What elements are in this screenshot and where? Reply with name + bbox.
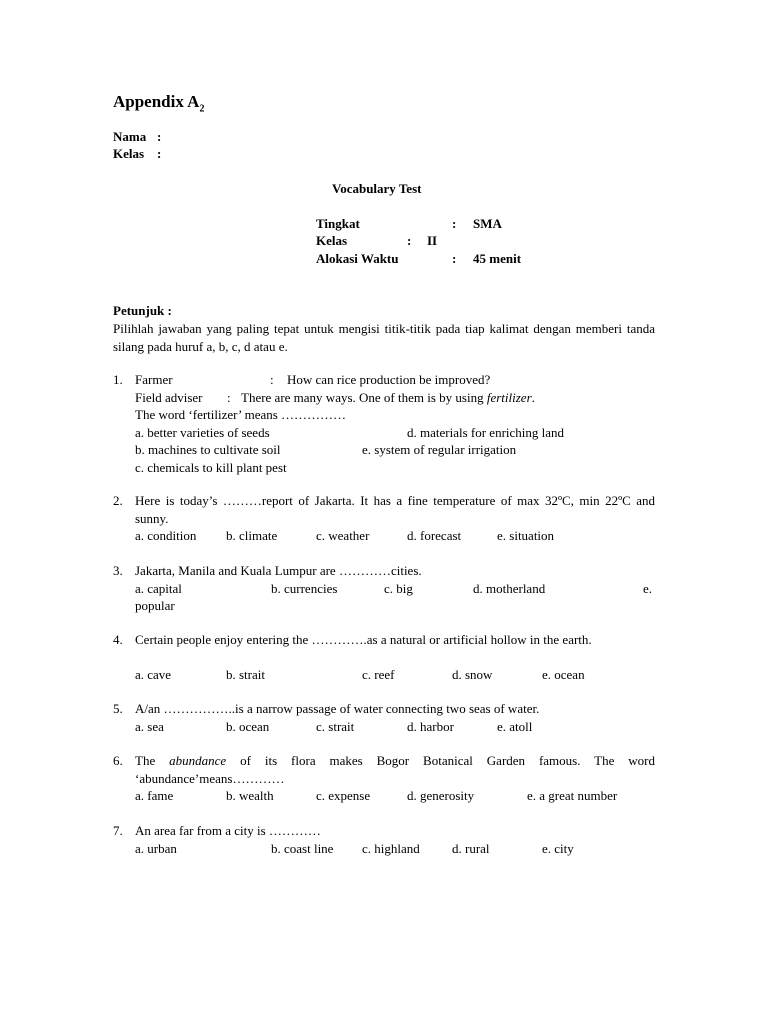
option-d[interactable]: d. motherland	[473, 580, 546, 596]
q1-colon-1: :	[270, 372, 274, 387]
question-number: 5.	[113, 701, 123, 716]
question-number: 1.	[113, 372, 123, 387]
option-e[interactable]: e. ocean	[542, 667, 585, 682]
option-e[interactable]: e. a great number	[527, 788, 618, 803]
option-e[interactable]: e. situation	[497, 528, 555, 543]
option-a[interactable]: a. fame	[135, 788, 174, 803]
option-c[interactable]: c. highland	[362, 840, 420, 856]
option-a[interactable]: a. cave	[135, 667, 172, 682]
option-c[interactable]: c. strait	[316, 718, 355, 734]
question-number: 3.	[113, 563, 123, 578]
q1-italic-word: fertilizer	[486, 389, 532, 405]
q1-speaker-adviser: Field adviser	[135, 389, 203, 405]
option-b[interactable]: b. wealth	[226, 788, 274, 803]
info-kelas-value: II	[427, 233, 438, 248]
option-a[interactable]: a. sea	[135, 718, 164, 734]
q1-adviser-line	[241, 389, 535, 407]
q6-text-post: of its flora makes Bogor Botanical Garden famous. The word ‘abundance’means…………	[135, 753, 655, 786]
option-b[interactable]: b. coast line	[271, 840, 334, 856]
instructions-heading: Petunjuk :	[113, 303, 172, 318]
title-subscript: 2	[199, 103, 205, 115]
question-number: 2.	[113, 493, 123, 508]
option-b[interactable]: b. strait	[226, 667, 265, 682]
option-c[interactable]: c. expense	[316, 788, 371, 803]
option-d[interactable]: d. harbor	[407, 718, 454, 734]
nama-colon: :	[157, 129, 162, 144]
option-d[interactable]: d. snow	[452, 667, 493, 682]
option-b[interactable]: b. climate	[226, 528, 278, 543]
option-d[interactable]: d. forecast	[407, 528, 462, 543]
waktu-value: 45 menit	[473, 251, 522, 266]
question-text: Certain people enjoy entering the ………….as a natural or artificial hollow in the earth.	[135, 632, 592, 647]
nama-label: Nama	[113, 129, 147, 144]
question-number: 6.	[113, 753, 123, 768]
option-e[interactable]: e. city	[542, 840, 574, 856]
info-kelas-label: Kelas	[316, 233, 348, 248]
title-text: Appendix A	[113, 92, 200, 111]
test-title: Vocabulary Test	[332, 181, 422, 196]
question-text: Jakarta, Manila and Kuala Lumpur are …………cities.	[135, 563, 422, 578]
option-a[interactable]: a. condition	[135, 528, 197, 543]
instructions-text: Pilihlah jawaban yang paling tepat untuk mengisi titik-titik pada tiap kalimat dengan memberi tanda silang pada huruf a, b, c, d atau e.	[113, 321, 655, 354]
q1-colon-2: :	[227, 389, 231, 405]
option-a[interactable]: a. better varieties of seeds	[135, 424, 270, 440]
option-c[interactable]: c. big	[384, 580, 413, 596]
option-d[interactable]: d. materials for enriching land	[407, 424, 565, 440]
q6-text-pre: The	[135, 753, 170, 768]
option-e[interactable]: e. atoll	[497, 718, 533, 734]
q1-farmer-line: How can rice production be improved?	[287, 372, 491, 387]
option-a[interactable]: a. capital	[135, 580, 182, 596]
option-e[interactable]: e. system of regular irrigation	[362, 442, 517, 457]
option-d[interactable]: d. generosity	[407, 788, 475, 803]
q1-speaker-farmer: Farmer	[135, 372, 173, 387]
question-number: 4.	[113, 632, 123, 647]
question-text: Here is today’s ………report of Jakarta. It has a fine temperature of max 32ºC, min 22ºC and sunny.	[135, 493, 655, 526]
kelas-colon: :	[157, 146, 162, 161]
option-d[interactable]: d. rural	[452, 840, 490, 856]
q6-italic-word: abundance	[169, 753, 227, 768]
waktu-label: Alokasi Waktu	[316, 251, 399, 266]
option-c[interactable]: c. reef	[362, 667, 395, 682]
option-c[interactable]: c. chemicals to kill plant pest	[135, 459, 287, 475]
info-kelas-colon: :	[407, 233, 412, 248]
page-title	[113, 92, 204, 114]
tingkat-value: SMA	[473, 216, 502, 231]
tingkat-colon: :	[452, 216, 457, 231]
q1-question-line: The word ‘fertilizer’ means ……………	[135, 407, 347, 422]
q1-adviser-text: There are many ways. One of them is by using	[241, 389, 487, 405]
question-text	[135, 752, 655, 787]
tingkat-label: Tingkat	[316, 216, 360, 231]
waktu-colon: :	[452, 251, 457, 266]
option-a[interactable]: a. urban	[135, 840, 177, 856]
q1-adviser-end: .	[531, 389, 535, 405]
option-c[interactable]: c. weather	[316, 528, 370, 543]
question-number: 7.	[113, 823, 123, 838]
option-e[interactable]: e.	[643, 580, 653, 596]
option-b[interactable]: b. ocean	[226, 718, 270, 734]
option-b[interactable]: b. currencies	[271, 580, 338, 596]
option-e-text: popular	[135, 598, 175, 613]
question-text: An area far from a city is …………	[135, 823, 321, 838]
option-b[interactable]: b. machines to cultivate soil	[135, 442, 281, 457]
kelas-label: Kelas	[113, 146, 145, 161]
question-text: A/an ……………..is a narrow passage of water connecting two seas of water.	[135, 701, 540, 716]
